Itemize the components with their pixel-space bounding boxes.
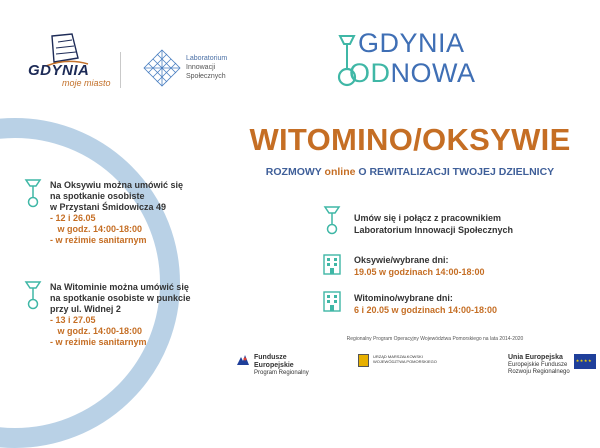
logo-divider — [120, 52, 121, 88]
lab-logo-text — [186, 54, 227, 81]
info-contact-line-2: Laboratorium Innowacji Społecznych — [354, 225, 514, 235]
info-witomino — [354, 292, 497, 316]
ue-line-3: Rozwoju Regionalnego — [508, 369, 570, 375]
urzad-logo — [358, 354, 437, 367]
witomino-line-1: Na Witominie można umówić się — [50, 282, 189, 292]
building-icon — [322, 290, 342, 312]
left-info-oksywie — [50, 180, 183, 246]
info-oksywie-label: Oksywie/wybrane dni: — [354, 255, 449, 265]
brand-line-1: GDYNIA — [358, 28, 465, 58]
witomino-hours: w godz. 14:00-18:00 — [50, 326, 143, 336]
page-title: WITOMINO/OKSYWIE — [249, 122, 571, 157]
urzad-line-2: WOJEWÓDZTWA POMORSKIEGO — [373, 359, 437, 364]
lab-line-1: Laboratorium — [186, 55, 228, 62]
fe-line-1: Fundusze — [254, 354, 287, 361]
info-oksywie-date: 19.05 w godzinach 14:00-18:00 — [354, 267, 485, 277]
info-contact — [354, 212, 513, 236]
fe-star-icon — [236, 354, 250, 366]
witomino-regime: - w reżimie sanitarnym — [50, 337, 147, 347]
key-icon — [24, 280, 42, 310]
fe-line-2: Europejskie — [254, 362, 294, 369]
oksywie-line-3: w Przystani Śmidowicza 49 — [50, 202, 167, 212]
lab-line-3: Społecznych — [186, 73, 226, 80]
subtitle-highlight: online — [324, 166, 356, 178]
oksywie-hours: w godz. 14:00-18:00 — [50, 224, 143, 234]
witomino-line-2: na spotkanie osobiste w punkcie — [50, 293, 191, 303]
gdynia-tagline: moje miasto — [62, 78, 111, 88]
eu-flag-icon — [574, 354, 596, 369]
building-icon — [322, 253, 342, 275]
ue-line-2: Europejskie Fundusze — [508, 362, 568, 368]
info-witomino-label: Witomino/wybrane dni: — [354, 293, 453, 303]
key-icon — [322, 205, 342, 235]
ue-line-1: Unia Europejska — [508, 354, 563, 361]
oksywie-line-2: na spotkanie osobiste — [50, 191, 145, 201]
left-info-witomino — [50, 282, 191, 348]
info-contact-line-1: Umów się i połącz z pracownikiem — [354, 213, 502, 223]
key-icon — [24, 178, 42, 208]
oksywie-date: - 12 i 26.05 — [50, 213, 96, 223]
urzad-line-1: URZĄD MARSZAŁKOWSKI — [373, 354, 423, 359]
witomino-line-3: przy ul. Widnej 2 — [50, 304, 121, 314]
gdynia-wordmark: GDYNIA — [28, 62, 90, 79]
network-diamond-icon — [142, 48, 182, 88]
brand-line-2 — [349, 58, 476, 89]
crest-icon — [358, 354, 369, 367]
fe-logo — [236, 354, 309, 377]
brand-od: OD — [349, 58, 391, 88]
ue-logo — [508, 354, 596, 376]
fe-line-3: Program Regionalny — [254, 370, 309, 376]
info-witomino-date: 6 i 20.05 w godzinach 14:00-18:00 — [354, 305, 498, 315]
subtitle-before: ROZMOWY — [265, 166, 325, 178]
oksywie-line-1: Na Oksywiu można umówić się — [50, 180, 184, 190]
subtitle-after: O REWITALIZACJI TWOJEJ DZIELNICY — [355, 166, 555, 178]
brand-nowa: NOWA — [390, 58, 476, 88]
witomino-date: - 13 i 27.05 — [50, 315, 96, 325]
lab-line-2: Innowacji — [186, 64, 216, 71]
info-oksywie — [354, 254, 485, 278]
oksywie-regime: - w reżimie sanitarnym — [50, 235, 147, 245]
page-subtitle — [228, 166, 592, 178]
footer-program-note: Regionalny Program Operacyjny Województwa Pomorskiego na lata 2014-2020 — [346, 336, 524, 342]
